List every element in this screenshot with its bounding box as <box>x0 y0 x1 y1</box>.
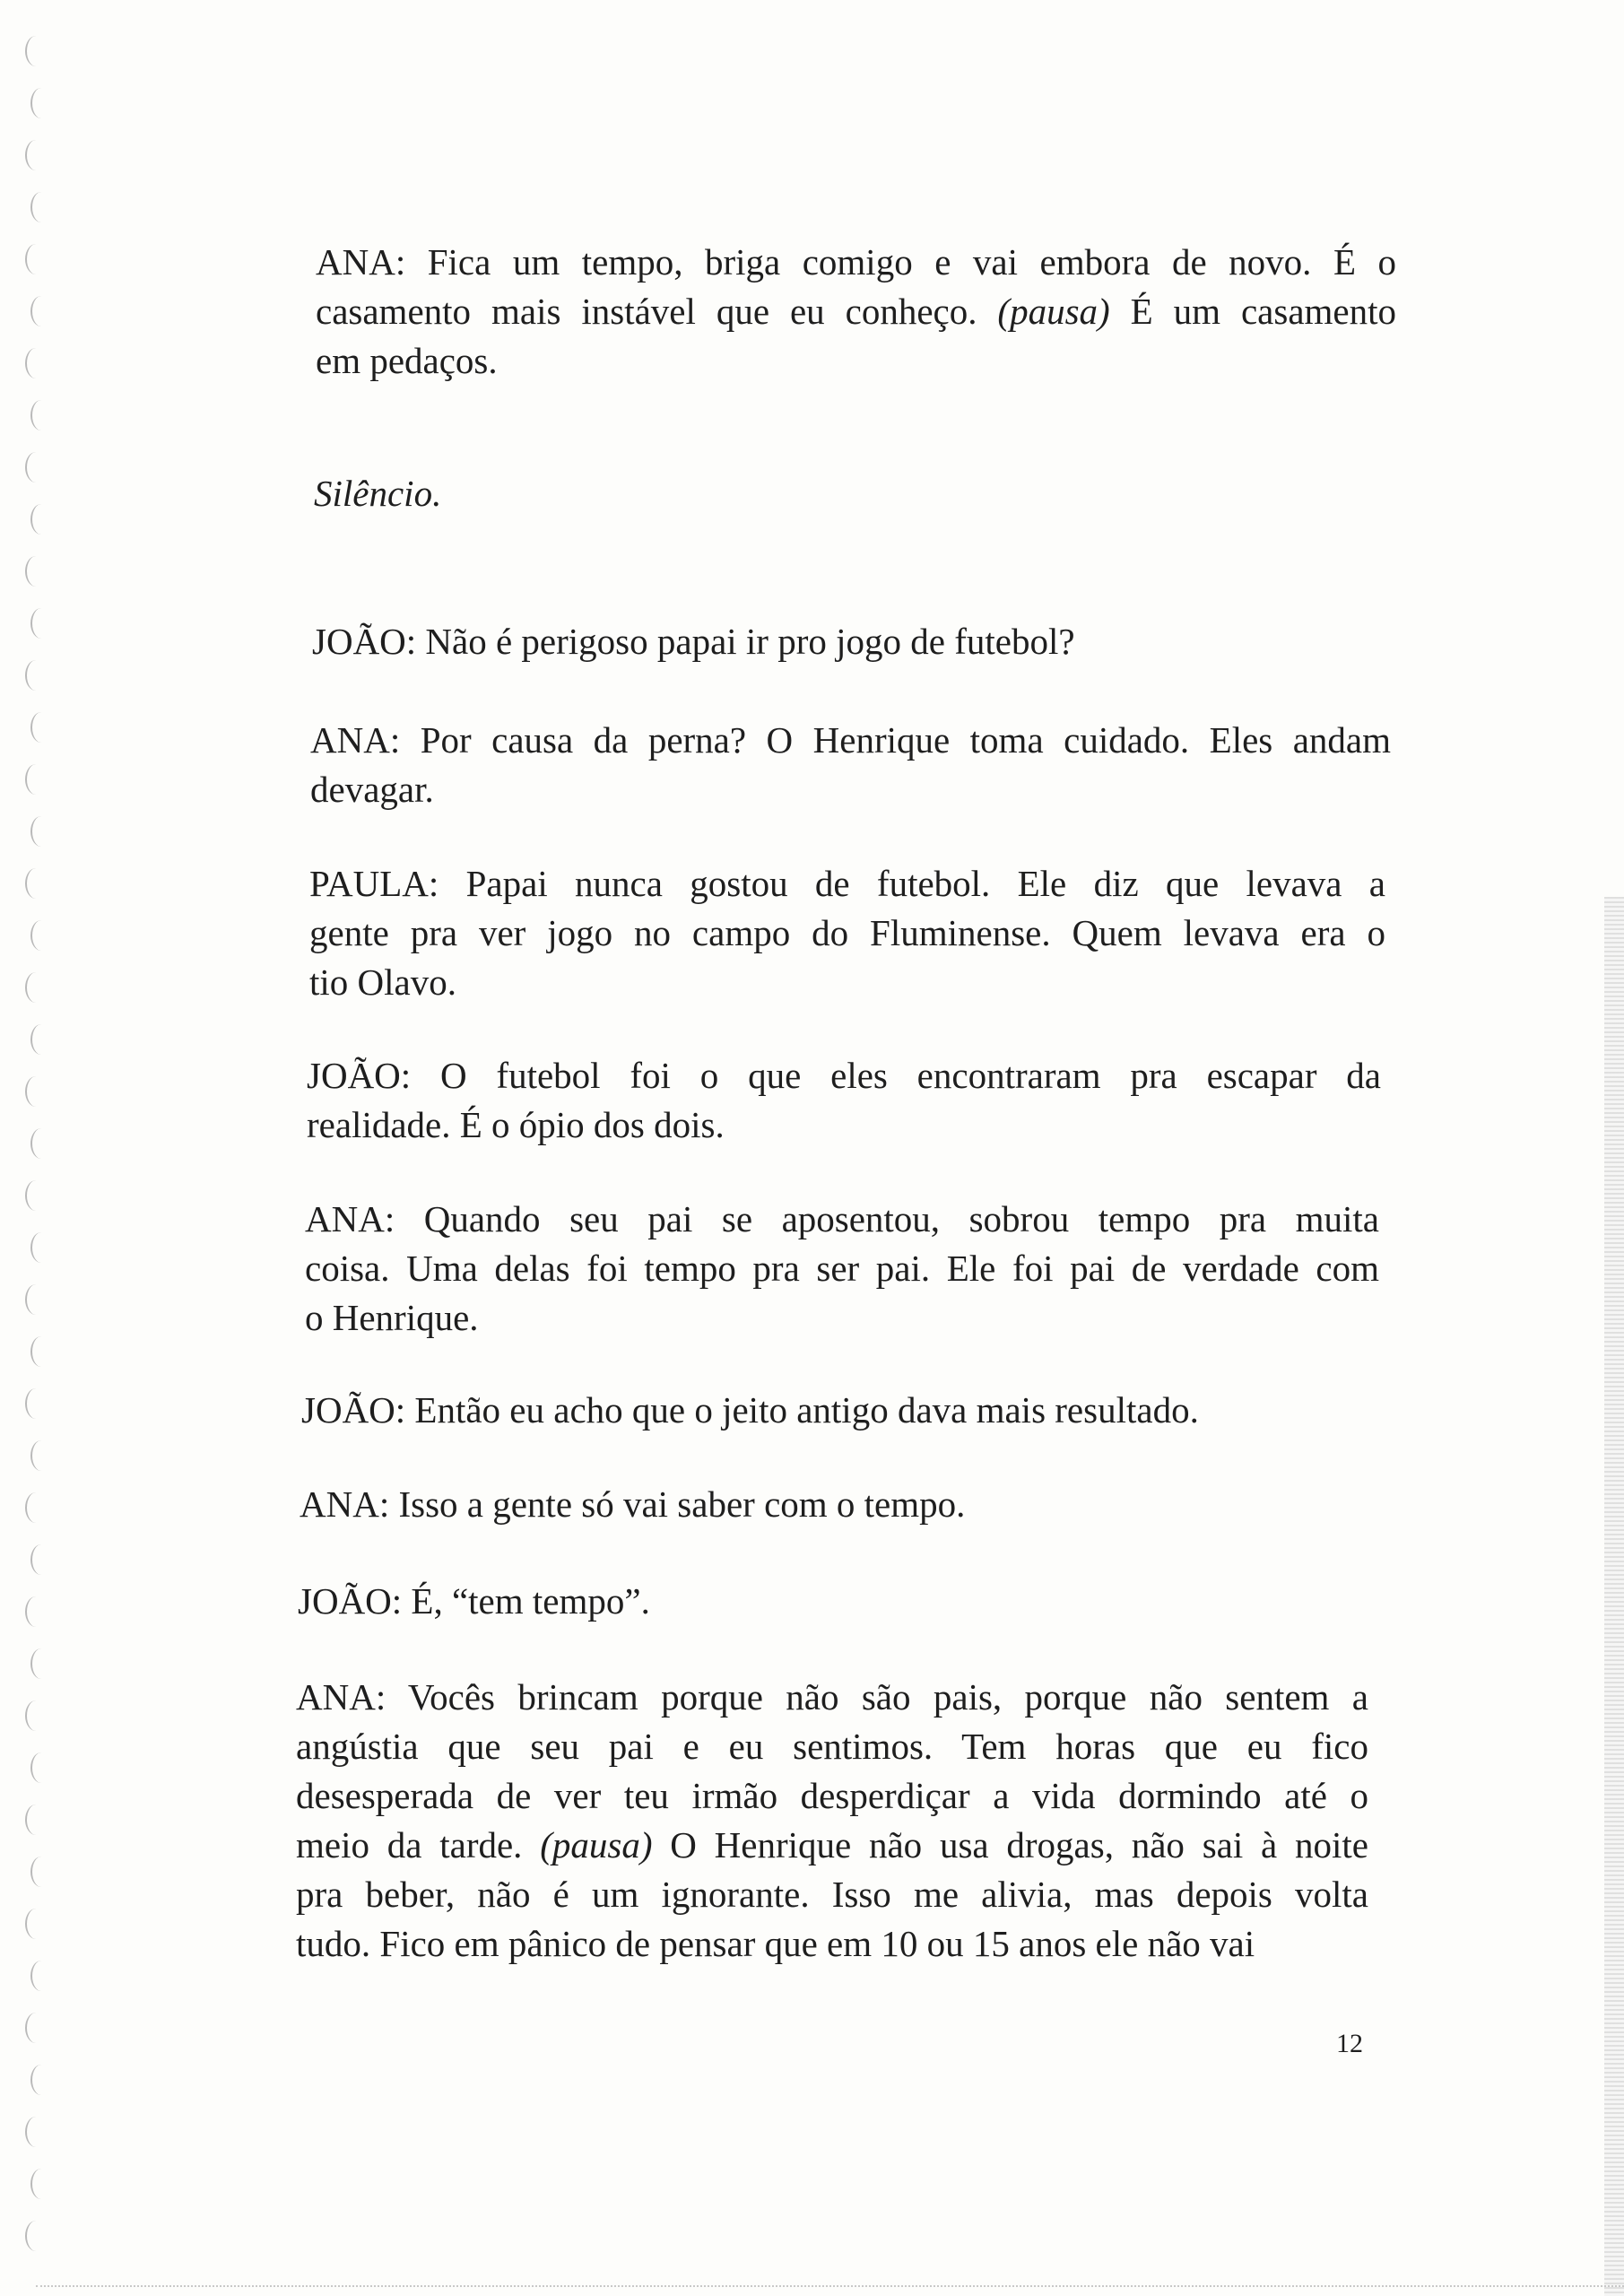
binding-mark <box>30 816 52 847</box>
text-line <box>296 1919 1368 1969</box>
dialogue-block <box>296 1673 1368 1969</box>
text-segment: ANA: Vocês brincam porque não são pais, porque não sentem a <box>296 1676 1368 1718</box>
text-segment: JOÃO: Então eu acho que o jeito antigo dava mais resultado. <box>301 1389 1199 1431</box>
text-segment: coisa. Uma delas foi tempo pra ser pai. Ele foi pai de verdade com <box>305 1248 1379 1289</box>
text-segment: ANA: Quando seu pai se aposentou, sobrou tempo pra muita <box>305 1198 1379 1239</box>
text-segment: realidade. É o ópio dos dois. <box>307 1104 725 1145</box>
text-line <box>296 1870 1368 1919</box>
text-segment: o Henrique. <box>305 1297 479 1338</box>
binding-hole-marks <box>18 0 72 2296</box>
dialogue-block <box>312 617 1209 666</box>
text-segment: ANA: Fica um tempo, briga comigo e vai embora de novo. É o <box>316 241 1396 283</box>
text-line <box>305 1244 1379 1293</box>
binding-mark <box>25 556 47 587</box>
text-segment: meio da tarde. <box>296 1824 541 1866</box>
text-line <box>300 1480 1107 1529</box>
binding-mark <box>30 1336 52 1367</box>
text-line <box>296 1673 1368 1722</box>
binding-mark <box>25 1180 47 1211</box>
italic-direction: (pausa) <box>997 291 1110 332</box>
text-segment: gente pra ver jogo no campo do Fluminense. Quem levava era o <box>309 912 1385 953</box>
italic-direction: (pausa) <box>540 1824 653 1866</box>
text-line <box>296 1722 1368 1771</box>
text-line <box>296 1771 1368 1821</box>
binding-mark <box>25 972 47 1003</box>
text-line <box>314 469 583 518</box>
text-segment: angústia que seu pai e eu sentimos. Tem horas que eu fico <box>296 1726 1368 1767</box>
text-segment: pra beber, não é um ignorante. Isso me alivia, mas depois volta <box>296 1874 1368 1915</box>
text-line <box>307 1051 1381 1100</box>
text-line <box>316 238 1396 287</box>
binding-mark <box>25 36 47 66</box>
dialogue-block <box>300 1480 1107 1529</box>
scan-edge-shadow <box>1604 897 1624 2296</box>
binding-mark <box>30 2169 52 2199</box>
binding-mark <box>25 140 47 170</box>
binding-mark <box>30 296 52 326</box>
binding-mark <box>30 1961 52 1991</box>
binding-mark <box>25 1909 47 1939</box>
binding-mark <box>25 868 47 899</box>
binding-mark <box>30 608 52 639</box>
binding-mark <box>30 1440 52 1471</box>
dialogue-block <box>316 238 1396 386</box>
binding-mark <box>30 1857 52 1887</box>
binding-mark <box>25 1388 47 1419</box>
text-line <box>296 1821 1368 1870</box>
page-number: 12 <box>1336 2029 1363 2058</box>
text-segment: devagar. <box>310 769 434 810</box>
text-line <box>305 1293 1379 1343</box>
binding-mark <box>25 348 47 378</box>
binding-mark <box>30 1128 52 1159</box>
binding-mark <box>25 1492 47 1523</box>
text-segment: É um casamento <box>1109 291 1396 332</box>
text-line <box>316 336 1396 386</box>
dialogue-block <box>307 1051 1381 1150</box>
text-segment: JOÃO: É, “tem tempo”. <box>298 1580 650 1622</box>
dialogue-block <box>310 716 1391 814</box>
text-segment: PAULA: Papai nunca gostou de futebol. Ele diz que levava a <box>309 863 1385 904</box>
binding-mark <box>30 1024 52 1055</box>
binding-mark <box>30 920 52 951</box>
text-line <box>312 617 1209 666</box>
italic-direction: Silêncio. <box>314 473 442 514</box>
dialogue-block <box>301 1386 1288 1435</box>
text-line <box>309 909 1385 958</box>
text-segment: JOÃO: Não é perigoso papai ir pro jogo de futebol? <box>312 621 1075 662</box>
binding-mark <box>30 400 52 430</box>
text-segment: O Henrique não usa drogas, não sai à noite <box>652 1824 1368 1866</box>
binding-mark <box>30 1648 52 1679</box>
text-line <box>309 958 1385 1007</box>
binding-mark <box>30 192 52 222</box>
binding-mark <box>25 2117 47 2147</box>
text-line <box>309 859 1385 909</box>
binding-mark <box>30 88 52 118</box>
text-segment: JOÃO: O futebol foi o que eles encontraram pra escapar da <box>307 1055 1381 1096</box>
binding-mark <box>30 504 52 535</box>
scan-bottom-edge <box>36 2285 1624 2296</box>
binding-mark <box>25 244 47 274</box>
binding-mark <box>25 2013 47 2043</box>
binding-mark <box>25 1596 47 1627</box>
binding-mark <box>30 1232 52 1263</box>
text-line <box>305 1195 1379 1244</box>
stage-direction <box>314 469 583 518</box>
text-segment: ANA: Isso a gente só vai saber com o tempo. <box>300 1483 966 1525</box>
binding-mark <box>25 452 47 483</box>
binding-mark <box>25 764 47 795</box>
binding-mark <box>25 1284 47 1315</box>
binding-mark <box>30 1752 52 1783</box>
text-line <box>298 1577 836 1626</box>
binding-mark <box>30 1544 52 1575</box>
text-segment: ANA: Por causa da perna? O Henrique toma cuidado. Eles andam <box>310 719 1391 761</box>
dialogue-block <box>309 859 1385 1007</box>
text-line <box>316 287 1396 336</box>
text-line <box>310 716 1391 765</box>
binding-mark <box>25 1076 47 1107</box>
text-line <box>310 765 1391 814</box>
binding-mark <box>25 1700 47 1731</box>
dialogue-block <box>298 1577 836 1626</box>
binding-mark <box>30 2065 52 2095</box>
binding-mark <box>30 712 52 743</box>
binding-mark <box>25 2221 47 2251</box>
binding-mark <box>25 660 47 691</box>
text-segment: desesperada de ver teu irmão desperdiçar a vida dormindo até o <box>296 1775 1368 1816</box>
dialogue-block <box>305 1195 1379 1343</box>
text-line <box>307 1100 1381 1150</box>
binding-mark <box>25 1805 47 1835</box>
text-segment: casamento mais instável que eu conheço. <box>316 291 998 332</box>
text-segment: em pedaços. <box>316 340 498 381</box>
text-line <box>301 1386 1288 1435</box>
text-segment: tio Olavo. <box>309 961 456 1003</box>
text-segment: tudo. Fico em pânico de pensar que em 10 ou 15 anos ele não vai <box>296 1923 1255 1964</box>
